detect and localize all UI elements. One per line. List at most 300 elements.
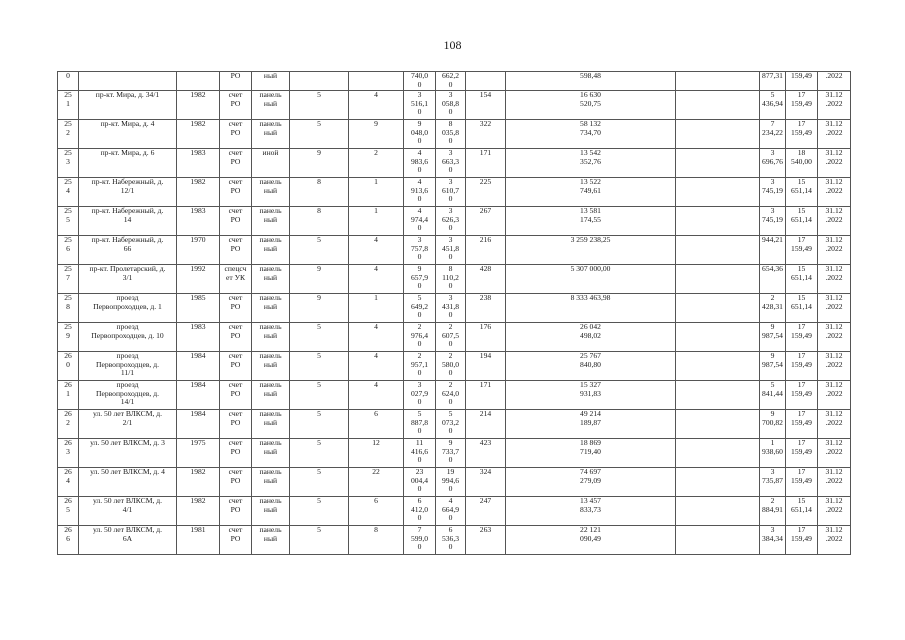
cell-fund-type: [220, 352, 252, 381]
fund-type-text: счет РО: [228, 119, 243, 137]
row-number-text: 25 4: [64, 177, 72, 195]
total-area-text: 9 048,0 0: [410, 119, 429, 146]
cell-address: [79, 381, 177, 410]
table-row: [58, 381, 851, 410]
wall-material-text: панель ный: [259, 322, 282, 340]
cell-cost-per-sqm: [760, 120, 786, 149]
cell-fund-type: [220, 91, 252, 120]
wall-material-text: панель ный: [259, 438, 282, 456]
cost-per-sqm-text: 3 384,34: [762, 525, 783, 543]
cell-spacer: [676, 265, 760, 294]
cell-entrances: [349, 323, 404, 352]
cell-build-year: [177, 352, 220, 381]
living-area-text: 2 580,0 0: [441, 351, 460, 378]
wall-material-text: панель ный: [259, 177, 282, 195]
cell-address: [79, 72, 177, 91]
address-text: ул. 50 лет ВЛКСМ, д. 4/1: [92, 496, 163, 514]
row-number-text: 26 3: [64, 438, 72, 456]
cell-row-number: [58, 236, 79, 265]
cell-residents: [466, 91, 506, 120]
cell-address: [79, 497, 177, 526]
cell-floors: [290, 72, 349, 91]
cell-spacer: [676, 352, 760, 381]
row-number-text: 25 2: [64, 119, 72, 137]
cell-address: [79, 265, 177, 294]
cell-floors: [290, 381, 349, 410]
cell-build-year: [177, 294, 220, 323]
cell-wall-material: [252, 236, 290, 265]
cell-estimated-cost: [506, 149, 676, 178]
table-row: [58, 91, 851, 120]
cell-cost-per-sqm: [760, 149, 786, 178]
cell-entrances: [349, 236, 404, 265]
max-cost-per-sqm-text: 17 159,49: [791, 438, 812, 456]
cell-estimated-cost: [506, 468, 676, 497]
cell-row-number: [58, 352, 79, 381]
cell-wall-material: [252, 381, 290, 410]
cell-build-year: [177, 149, 220, 178]
cell-cost-per-sqm: [760, 178, 786, 207]
cell-living-area: [436, 439, 466, 468]
cell-wall-material: [252, 207, 290, 236]
residents-text: 154: [479, 90, 492, 99]
cell-spacer: [676, 468, 760, 497]
cell-residents: [466, 439, 506, 468]
living-area-text: 3 431,8 0: [441, 293, 460, 320]
max-cost-per-sqm-text: 17 159,49: [791, 119, 812, 137]
cell-max-cost-per-sqm: [786, 72, 818, 91]
cell-entrances: [349, 178, 404, 207]
total-area-text: 6 412,0 0: [410, 496, 429, 523]
floors-text: 5: [317, 322, 321, 331]
completion-date-text: 31.12 .2022: [825, 293, 843, 311]
cell-fund-type: [220, 236, 252, 265]
completion-date-text: 31.12 .2022: [825, 90, 843, 108]
cell-cost-per-sqm: [760, 236, 786, 265]
cell-spacer: [676, 294, 760, 323]
table-row: [58, 352, 851, 381]
cell-floors: [290, 149, 349, 178]
cell-row-number: [58, 439, 79, 468]
cell-completion-date: [818, 91, 851, 120]
cell-address: [79, 178, 177, 207]
estimated-cost-text: 26 042 498,02: [580, 322, 601, 340]
living-area-text: 19 994,6 0: [441, 467, 460, 494]
wall-material-text: панель ный: [259, 525, 282, 543]
cell-row-number: [58, 265, 79, 294]
living-area-text: 2 624,0 0: [441, 380, 460, 407]
cell-residents: [466, 72, 506, 91]
cell-build-year: [177, 439, 220, 468]
cell-estimated-cost: [506, 294, 676, 323]
cell-total-area: [404, 497, 436, 526]
entrances-text: 8: [374, 525, 378, 534]
living-area-text: 3 058,8 0: [441, 90, 460, 117]
cell-row-number: [58, 207, 79, 236]
cell-floors: [290, 352, 349, 381]
cell-wall-material: [252, 91, 290, 120]
row-number-text: 25 9: [64, 322, 72, 340]
cost-per-sqm-text: 3 745,19: [762, 206, 783, 224]
entrances-text: 2: [374, 148, 378, 157]
living-area-text: 9 733,7 0: [441, 438, 460, 465]
cell-residents: [466, 381, 506, 410]
cell-total-area: [404, 526, 436, 555]
cell-entrances: [349, 294, 404, 323]
row-number-text: 25 3: [64, 148, 72, 166]
address-text: проезд Первопроходцев, д. 11/1: [96, 351, 159, 378]
cell-total-area: [404, 91, 436, 120]
wall-material-text: панель ный: [259, 119, 282, 137]
table-row: [58, 439, 851, 468]
cell-living-area: [436, 323, 466, 352]
cell-cost-per-sqm: [760, 323, 786, 352]
cell-address: [79, 120, 177, 149]
cell-cost-per-sqm: [760, 468, 786, 497]
max-cost-per-sqm-text: 15 651,14: [791, 177, 812, 195]
address-text: пр-кт. Мира, д. 6: [100, 148, 155, 157]
cell-wall-material: [252, 526, 290, 555]
fund-type-text: счет РО: [228, 496, 243, 514]
cell-wall-material: [252, 72, 290, 91]
address-text: пр-кт. Набережный, д. 66: [91, 235, 164, 253]
cell-entrances: [349, 72, 404, 91]
cell-completion-date: [818, 497, 851, 526]
cell-estimated-cost: [506, 72, 676, 91]
cell-build-year: [177, 120, 220, 149]
cell-fund-type: [220, 381, 252, 410]
cell-floors: [290, 294, 349, 323]
wall-material-text: панель ный: [259, 351, 282, 369]
address-text: проезд Первопроходцев, д. 1: [93, 293, 162, 311]
build-year-text: 1984: [190, 380, 206, 389]
address-text: проезд Первопроходцев, д. 10: [91, 322, 164, 340]
wall-material-text: панель ный: [259, 90, 282, 108]
cell-build-year: [177, 72, 220, 91]
cell-row-number: [58, 178, 79, 207]
cell-estimated-cost: [506, 526, 676, 555]
cell-spacer: [676, 207, 760, 236]
build-year-text: 1982: [190, 119, 206, 128]
cell-row-number: [58, 381, 79, 410]
completion-date-text: 31.12 .2022: [825, 351, 843, 369]
cell-residents: [466, 120, 506, 149]
wall-material-text: панель ный: [259, 264, 282, 282]
cell-max-cost-per-sqm: [786, 497, 818, 526]
cost-per-sqm-text: 1 938,60: [762, 438, 783, 456]
max-cost-per-sqm-text: 17 159,49: [791, 380, 812, 398]
housing-register-table: [57, 71, 851, 555]
cell-address: [79, 294, 177, 323]
cell-estimated-cost: [506, 178, 676, 207]
cell-max-cost-per-sqm: [786, 381, 818, 410]
cell-total-area: [404, 72, 436, 91]
build-year-text: 1982: [190, 467, 206, 476]
cell-build-year: [177, 410, 220, 439]
estimated-cost-text: 49 214 189,87: [580, 409, 601, 427]
cell-build-year: [177, 178, 220, 207]
cell-fund-type: [220, 439, 252, 468]
cell-max-cost-per-sqm: [786, 323, 818, 352]
cell-living-area: [436, 265, 466, 294]
cell-row-number: [58, 120, 79, 149]
cell-residents: [466, 236, 506, 265]
cell-residents: [466, 265, 506, 294]
cell-cost-per-sqm: [760, 294, 786, 323]
max-cost-per-sqm-text: 18 540,00: [791, 148, 812, 166]
entrances-text: 22: [372, 467, 380, 476]
completion-date-text: 31.12 .2022: [825, 380, 843, 398]
cell-total-area: [404, 468, 436, 497]
cost-per-sqm-text: 654,36: [762, 264, 783, 273]
cell-living-area: [436, 207, 466, 236]
completion-date-text: 31.12 .2022: [825, 438, 843, 456]
floors-text: 5: [317, 90, 321, 99]
residents-text: 171: [479, 148, 492, 157]
cell-entrances: [349, 352, 404, 381]
cell-floors: [290, 265, 349, 294]
cell-total-area: [404, 323, 436, 352]
entrances-text: 12: [372, 438, 380, 447]
build-year-text: 1992: [190, 264, 206, 273]
cell-address: [79, 149, 177, 178]
cell-total-area: [404, 149, 436, 178]
max-cost-per-sqm-text: 15 651,14: [791, 264, 812, 282]
cost-per-sqm-text: 9 987,54: [762, 322, 783, 340]
cell-address: [79, 410, 177, 439]
total-area-text: 7 599,0 0: [410, 525, 429, 552]
cell-entrances: [349, 120, 404, 149]
residents-text: 263: [479, 525, 492, 534]
living-area-text: 662,2 0: [441, 71, 460, 89]
build-year-text: 1984: [190, 351, 206, 360]
cost-per-sqm-text: 5 436,94: [762, 90, 783, 108]
cell-residents: [466, 497, 506, 526]
cell-cost-per-sqm: [760, 207, 786, 236]
row-number-text: 26 0: [64, 351, 72, 369]
wall-material-text: панель ный: [259, 467, 282, 485]
cell-estimated-cost: [506, 410, 676, 439]
cell-address: [79, 207, 177, 236]
cell-floors: [290, 207, 349, 236]
fund-type-text: счет РО: [228, 467, 243, 485]
cell-spacer: [676, 149, 760, 178]
cell-entrances: [349, 149, 404, 178]
wall-material-text: панель ный: [259, 496, 282, 514]
cell-spacer: [676, 526, 760, 555]
cell-fund-type: [220, 149, 252, 178]
cell-total-area: [404, 439, 436, 468]
cell-wall-material: [252, 439, 290, 468]
entrances-text: 1: [374, 177, 378, 186]
cell-completion-date: [818, 236, 851, 265]
cell-floors: [290, 323, 349, 352]
wall-material-text: панель ный: [259, 235, 282, 253]
floors-text: 5: [317, 235, 321, 244]
cell-max-cost-per-sqm: [786, 120, 818, 149]
max-cost-per-sqm-text: 17 159,49: [791, 90, 812, 108]
address-text: ул. 50 лет ВЛКСМ, д. 2/1: [92, 409, 163, 427]
estimated-cost-text: 8 333 463,98: [570, 293, 611, 302]
cell-fund-type: [220, 265, 252, 294]
residents-text: 216: [479, 235, 492, 244]
row-number-text: 25 1: [64, 90, 72, 108]
cell-wall-material: [252, 178, 290, 207]
floors-text: 5: [317, 496, 321, 505]
total-area-text: 740,0 0: [410, 71, 429, 89]
entrances-text: 9: [374, 119, 378, 128]
wall-material-text: ный: [263, 71, 278, 80]
address-text: ул. 50 лет ВЛКСМ, д. 3: [90, 438, 165, 447]
cell-living-area: [436, 468, 466, 497]
cell-spacer: [676, 497, 760, 526]
cell-max-cost-per-sqm: [786, 91, 818, 120]
address-text: ул. 50 лет ВЛКСМ, д. 6А: [92, 525, 163, 543]
entrances-text: 4: [374, 264, 378, 273]
cell-max-cost-per-sqm: [786, 410, 818, 439]
cell-build-year: [177, 497, 220, 526]
cell-cost-per-sqm: [760, 265, 786, 294]
cost-per-sqm-text: 3 696,76: [762, 148, 783, 166]
fund-type-text: счет РО: [228, 380, 243, 398]
cell-living-area: [436, 91, 466, 120]
cell-entrances: [349, 91, 404, 120]
cell-cost-per-sqm: [760, 91, 786, 120]
cell-row-number: [58, 149, 79, 178]
residents-text: 324: [479, 467, 492, 476]
cell-row-number: [58, 410, 79, 439]
cell-address: [79, 468, 177, 497]
row-number-text: 25 6: [64, 235, 72, 253]
cell-cost-per-sqm: [760, 352, 786, 381]
cell-spacer: [676, 323, 760, 352]
cell-total-area: [404, 381, 436, 410]
address-text: пр-кт. Набережный, д. 14: [91, 206, 164, 224]
estimated-cost-text: 598,48: [580, 71, 601, 80]
completion-date-text: .2022: [825, 71, 843, 80]
cell-floors: [290, 91, 349, 120]
cell-cost-per-sqm: [760, 381, 786, 410]
cell-max-cost-per-sqm: [786, 236, 818, 265]
residents-text: 225: [479, 177, 492, 186]
cost-per-sqm-text: 3 735,87: [762, 467, 783, 485]
max-cost-per-sqm-text: 17 159,49: [791, 525, 812, 543]
completion-date-text: 31.12 .2022: [825, 322, 843, 340]
estimated-cost-text: 13 581 174,55: [580, 206, 601, 224]
floors-text: 9: [317, 293, 321, 302]
floors-text: 9: [317, 264, 321, 273]
cell-build-year: [177, 207, 220, 236]
completion-date-text: 31.12 .2022: [825, 206, 843, 224]
living-area-text: 8 035,8 0: [441, 119, 460, 146]
cell-floors: [290, 120, 349, 149]
cell-residents: [466, 178, 506, 207]
cell-row-number: [58, 294, 79, 323]
cell-wall-material: [252, 149, 290, 178]
floors-text: 8: [317, 206, 321, 215]
row-number-text: 26 6: [64, 525, 72, 543]
wall-material-text: панель ный: [259, 206, 282, 224]
cell-address: [79, 352, 177, 381]
fund-type-text: счет РО: [228, 293, 243, 311]
residents-text: 214: [479, 409, 492, 418]
build-year-text: 1982: [190, 177, 206, 186]
table-row: [58, 207, 851, 236]
fund-type-text: счет РО: [228, 409, 243, 427]
cell-max-cost-per-sqm: [786, 526, 818, 555]
completion-date-text: 31.12 .2022: [825, 235, 843, 253]
completion-date-text: 31.12 .2022: [825, 467, 843, 485]
table-row: [58, 120, 851, 149]
residents-text: 247: [479, 496, 492, 505]
cell-completion-date: [818, 178, 851, 207]
cell-build-year: [177, 323, 220, 352]
floors-text: 5: [317, 438, 321, 447]
residents-text: 428: [479, 264, 492, 273]
cell-living-area: [436, 294, 466, 323]
cell-entrances: [349, 381, 404, 410]
cell-estimated-cost: [506, 91, 676, 120]
max-cost-per-sqm-text: 15 651,14: [791, 293, 812, 311]
cell-address: [79, 439, 177, 468]
cell-estimated-cost: [506, 120, 676, 149]
cell-build-year: [177, 265, 220, 294]
cost-per-sqm-text: 3 745,19: [762, 177, 783, 195]
cell-residents: [466, 294, 506, 323]
cell-floors: [290, 236, 349, 265]
cell-completion-date: [818, 294, 851, 323]
cell-completion-date: [818, 439, 851, 468]
cell-floors: [290, 178, 349, 207]
residents-text: 322: [479, 119, 492, 128]
cell-spacer: [676, 410, 760, 439]
cost-per-sqm-text: 9 987,54: [762, 351, 783, 369]
fund-type-text: счет РО: [228, 525, 243, 543]
cell-wall-material: [252, 120, 290, 149]
row-number-text: 26 5: [64, 496, 72, 514]
address-text: пр-кт. Мира, д. 34/1: [95, 90, 160, 99]
estimated-cost-text: 13 542 352,76: [580, 148, 601, 166]
cell-spacer: [676, 381, 760, 410]
cell-max-cost-per-sqm: [786, 178, 818, 207]
cell-row-number: [58, 468, 79, 497]
cell-completion-date: [818, 207, 851, 236]
entrances-text: 1: [374, 293, 378, 302]
cell-wall-material: [252, 468, 290, 497]
cell-cost-per-sqm: [760, 439, 786, 468]
entrances-text: 4: [374, 380, 378, 389]
floors-text: 5: [317, 409, 321, 418]
living-area-text: 3 663,3 0: [441, 148, 460, 175]
entrances-text: 4: [374, 322, 378, 331]
cell-wall-material: [252, 294, 290, 323]
cell-build-year: [177, 468, 220, 497]
build-year-text: 1982: [190, 90, 206, 99]
cell-living-area: [436, 236, 466, 265]
floors-text: 5: [317, 119, 321, 128]
cell-floors: [290, 468, 349, 497]
address-text: проезд Первопроходцев, д. 14/1: [96, 380, 159, 407]
cost-per-sqm-text: 944,21: [762, 235, 783, 244]
completion-date-text: 31.12 .2022: [825, 177, 843, 195]
cell-entrances: [349, 439, 404, 468]
cell-residents: [466, 410, 506, 439]
entrances-text: 6: [374, 496, 378, 505]
cell-estimated-cost: [506, 381, 676, 410]
address-text: пр-кт. Мира, д. 4: [100, 119, 155, 128]
max-cost-per-sqm-text: 17 159,49: [791, 351, 812, 369]
entrances-text: 4: [374, 90, 378, 99]
